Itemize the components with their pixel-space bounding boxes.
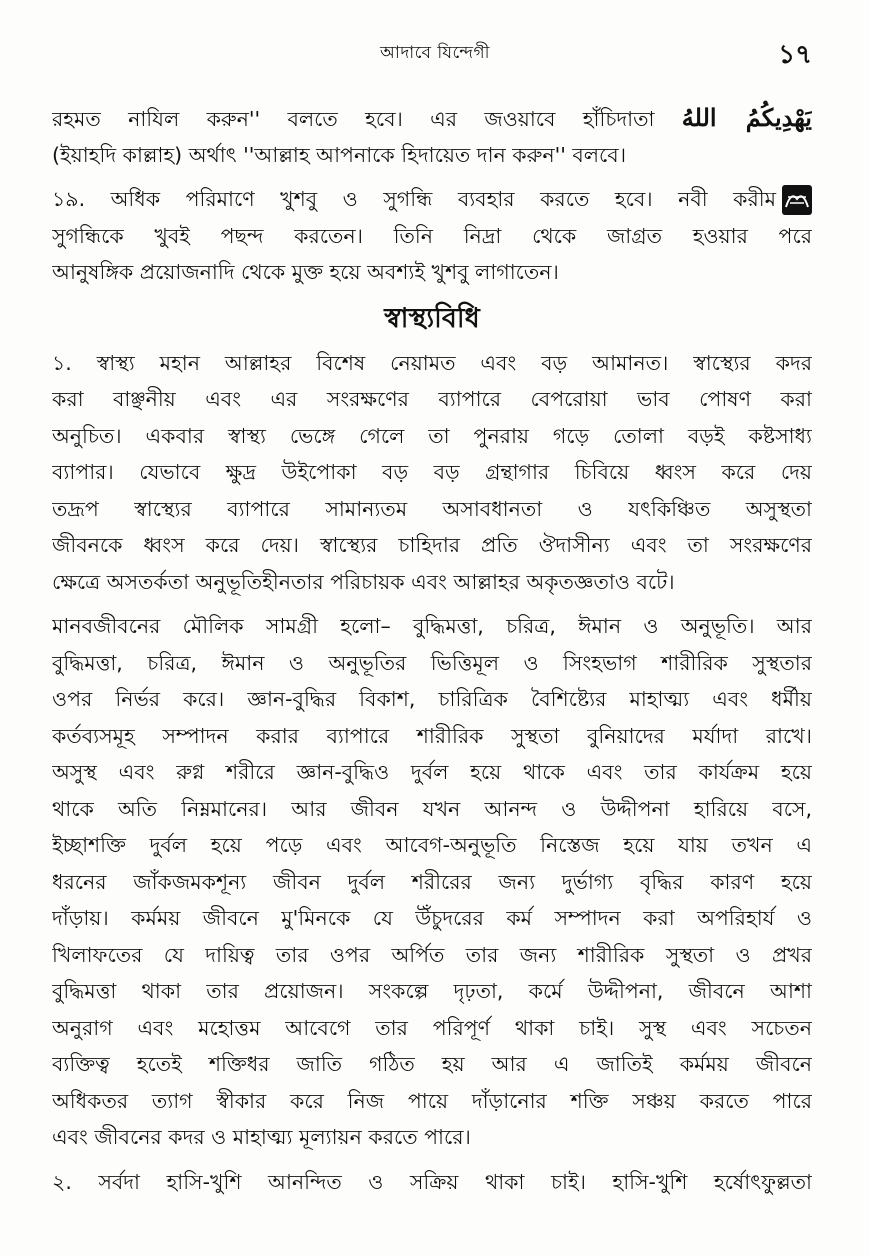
text-line-segment: ১৯. অধিক পরিমাণে খুশবু ও সুগন্ধি ব্যবহার করতে হবে। নবী করীম <box>52 187 776 211</box>
text-line: ব্যাপার। যেভাবে ক্ষুদ্র উইপোকা বড় বড় গ্রন্থাগার চিবিয়ে ধ্বংস করে দেয় <box>52 460 812 484</box>
text-line: দাঁড়ায়। কর্মময় জীবনে মু'মিনকে যে উঁচুদরের কর্ম সম্পাদন করা অপরিহার্য ও <box>52 906 812 930</box>
paragraph-intro <box>52 100 812 173</box>
text-line: এবং জীবনের কদর ও মাহাত্ম্য মূল্যায়ন করতে পারে। <box>52 1125 471 1149</box>
text-line: ১. স্বাস্থ্য মহান আল্লাহর বিশেষ নেয়ামত এবং বড় আমানত। স্বাস্থ্যের কদর <box>52 350 812 375</box>
text-line: করা বাঞ্ছনীয় এবং এর সংরক্ষণের ব্যাপারে বেপরোয়া ভাব পোষণ করা <box>52 387 812 411</box>
text-line: থাকে অতি নিম্নমানের। আর জীবন যখন আনন্দ ও উদ্দীপনা হারিয়ে বসে, <box>52 796 812 821</box>
page-body <box>52 100 812 1200</box>
text-line: আনুষঙ্গিক প্রয়োজনাদি থেকে মুক্ত হয়ে অবশ্যই খুশবু লাগাতেন। <box>52 260 559 284</box>
paragraph-2-numbered <box>52 1164 812 1201</box>
text-line: খিলাফতের যে দায়িত্ব তার ওপর অর্পিত তার জন্য শারীরিক সুস্থতা ও প্রখর <box>52 942 812 967</box>
sallallahu-seal-icon <box>782 185 812 215</box>
text-line: অসুস্থ এবং রুগ্ন শরীরে জ্ঞান-বুদ্ধিও দুর্বল হয়ে থাকে এবং তার কার্যক্রম হয়ে <box>52 760 812 784</box>
arabic-phrase: يَهْدِيكُمُ اللهُ <box>681 103 812 132</box>
paragraph-2 <box>52 608 812 1156</box>
text-line: অনুরাগ এবং মহোত্তম আবেগে তার পরিপূর্ণ থাকা চাই। সুস্থ এবং সচেতন <box>52 1015 812 1040</box>
text-line: ধরনের জাঁকজমকশূন্য জীবন দুর্বল শরীরের জন্য দুর্ভাগ্য বৃদ্ধির কারণ হয়ে <box>52 869 812 894</box>
text-line: (ইয়াহদি কাল্লাহ) অর্থাৎ ''আল্লাহ আপনাকে হিদায়েত দান করুন'' বলবে। <box>52 142 627 167</box>
paragraph-1 <box>52 345 812 601</box>
text-line: মানবজীবনের মৌলিক সামগ্রী হলো– বুদ্ধিমত্তা, চরিত্র, ঈমান ও অনুভূতি। আর <box>52 614 812 638</box>
text-line: ইচ্ছাশক্তি দুর্বল হয়ে পড়ে এবং আবেগ-অনুভূতি নিস্তেজ হয়ে যায় তখন এ <box>52 833 812 857</box>
text-line: তদ্রূপ স্বাস্থ্যের ব্যাপারে সামান্যতম অসাবধানতা ও যৎকিঞ্চিত অসুস্থতা <box>52 496 812 521</box>
text-line: কর্তব্যসমূহ সম্পাদন করার ব্যাপারে শারীরিক সুস্থতা বুনিয়াদের মর্যাদা রাখে। <box>52 723 812 748</box>
text-line: ২. সর্বদা হাসি-খুশি আনন্দিত ও সক্রিয় থাকা চাই। হাসি-খুশি হর্ষোৎফুল্লতা <box>52 1169 812 1194</box>
text-line: ওপর নির্ভর করে। জ্ঞান-বুদ্ধির বিকাশ, চারিত্রিক বৈশিষ্ট্যের মাহাত্ম্য এবং ধর্মীয় <box>52 687 812 711</box>
text-line: ব্যক্তিত্ব হতেই শক্তিধর জাতি গঠিত হয় আর এ জাতিই কর্মময় জীবনে <box>52 1052 812 1076</box>
text-line <box>52 181 812 218</box>
text-line: সুগন্ধিকে খুবই পছন্দ করতেন। তিনি নিদ্রা থেকে জাগ্রত হওয়ার পরে <box>52 223 812 248</box>
text-line: বুদ্ধিমত্তা থাকা তার প্রয়োজন। সংকল্পে দৃঢ়তা, কর্মে উদ্দীপনা, জীবনে আশা <box>52 979 812 1003</box>
text-line: অনুচিত। একবার স্বাস্থ্য ভেঙ্গে গেলে তা পুনরায় গড়ে তোলা বড়ই কষ্টসাধ্য <box>52 423 812 448</box>
page-number: ১৭ <box>778 40 812 70</box>
text-line: ক্ষেত্রে অসতর্কতা অনুভূতিহীনতার পরিচায়ক এবং আল্লাহর অকৃতজ্ঞতাও বটে। <box>52 569 675 594</box>
text-line: জীবনকে ধ্বংস করে দেয়। স্বাস্থ্যের চাহিদার প্রতি ঔদাসীন্য এবং তা সংরক্ষণের <box>52 533 812 557</box>
running-header-title: আদাবে যিন্দেগী <box>379 43 491 63</box>
text-line: বুদ্ধিমত্তা, চরিত্র, ঈমান ও অনুভূতির ভিত্তিমূল ও সিংহভাগ শারীরিক সুস্থতার <box>52 650 812 675</box>
text-line: অধিকতর ত্যাগ স্বীকার করে নিজ পায়ে দাঁড়ানোর শক্তি সঞ্চয় করতে পারে <box>52 1088 812 1113</box>
text-line <box>52 100 812 137</box>
section-heading: স্বাস্থ্যবিধি <box>384 302 480 334</box>
paragraph-19 <box>52 181 812 291</box>
text-line-segment: রহমত নাযিল করুন'' বলতে হবে। এর জওয়াবে হাঁচিদাতা <box>52 107 655 131</box>
